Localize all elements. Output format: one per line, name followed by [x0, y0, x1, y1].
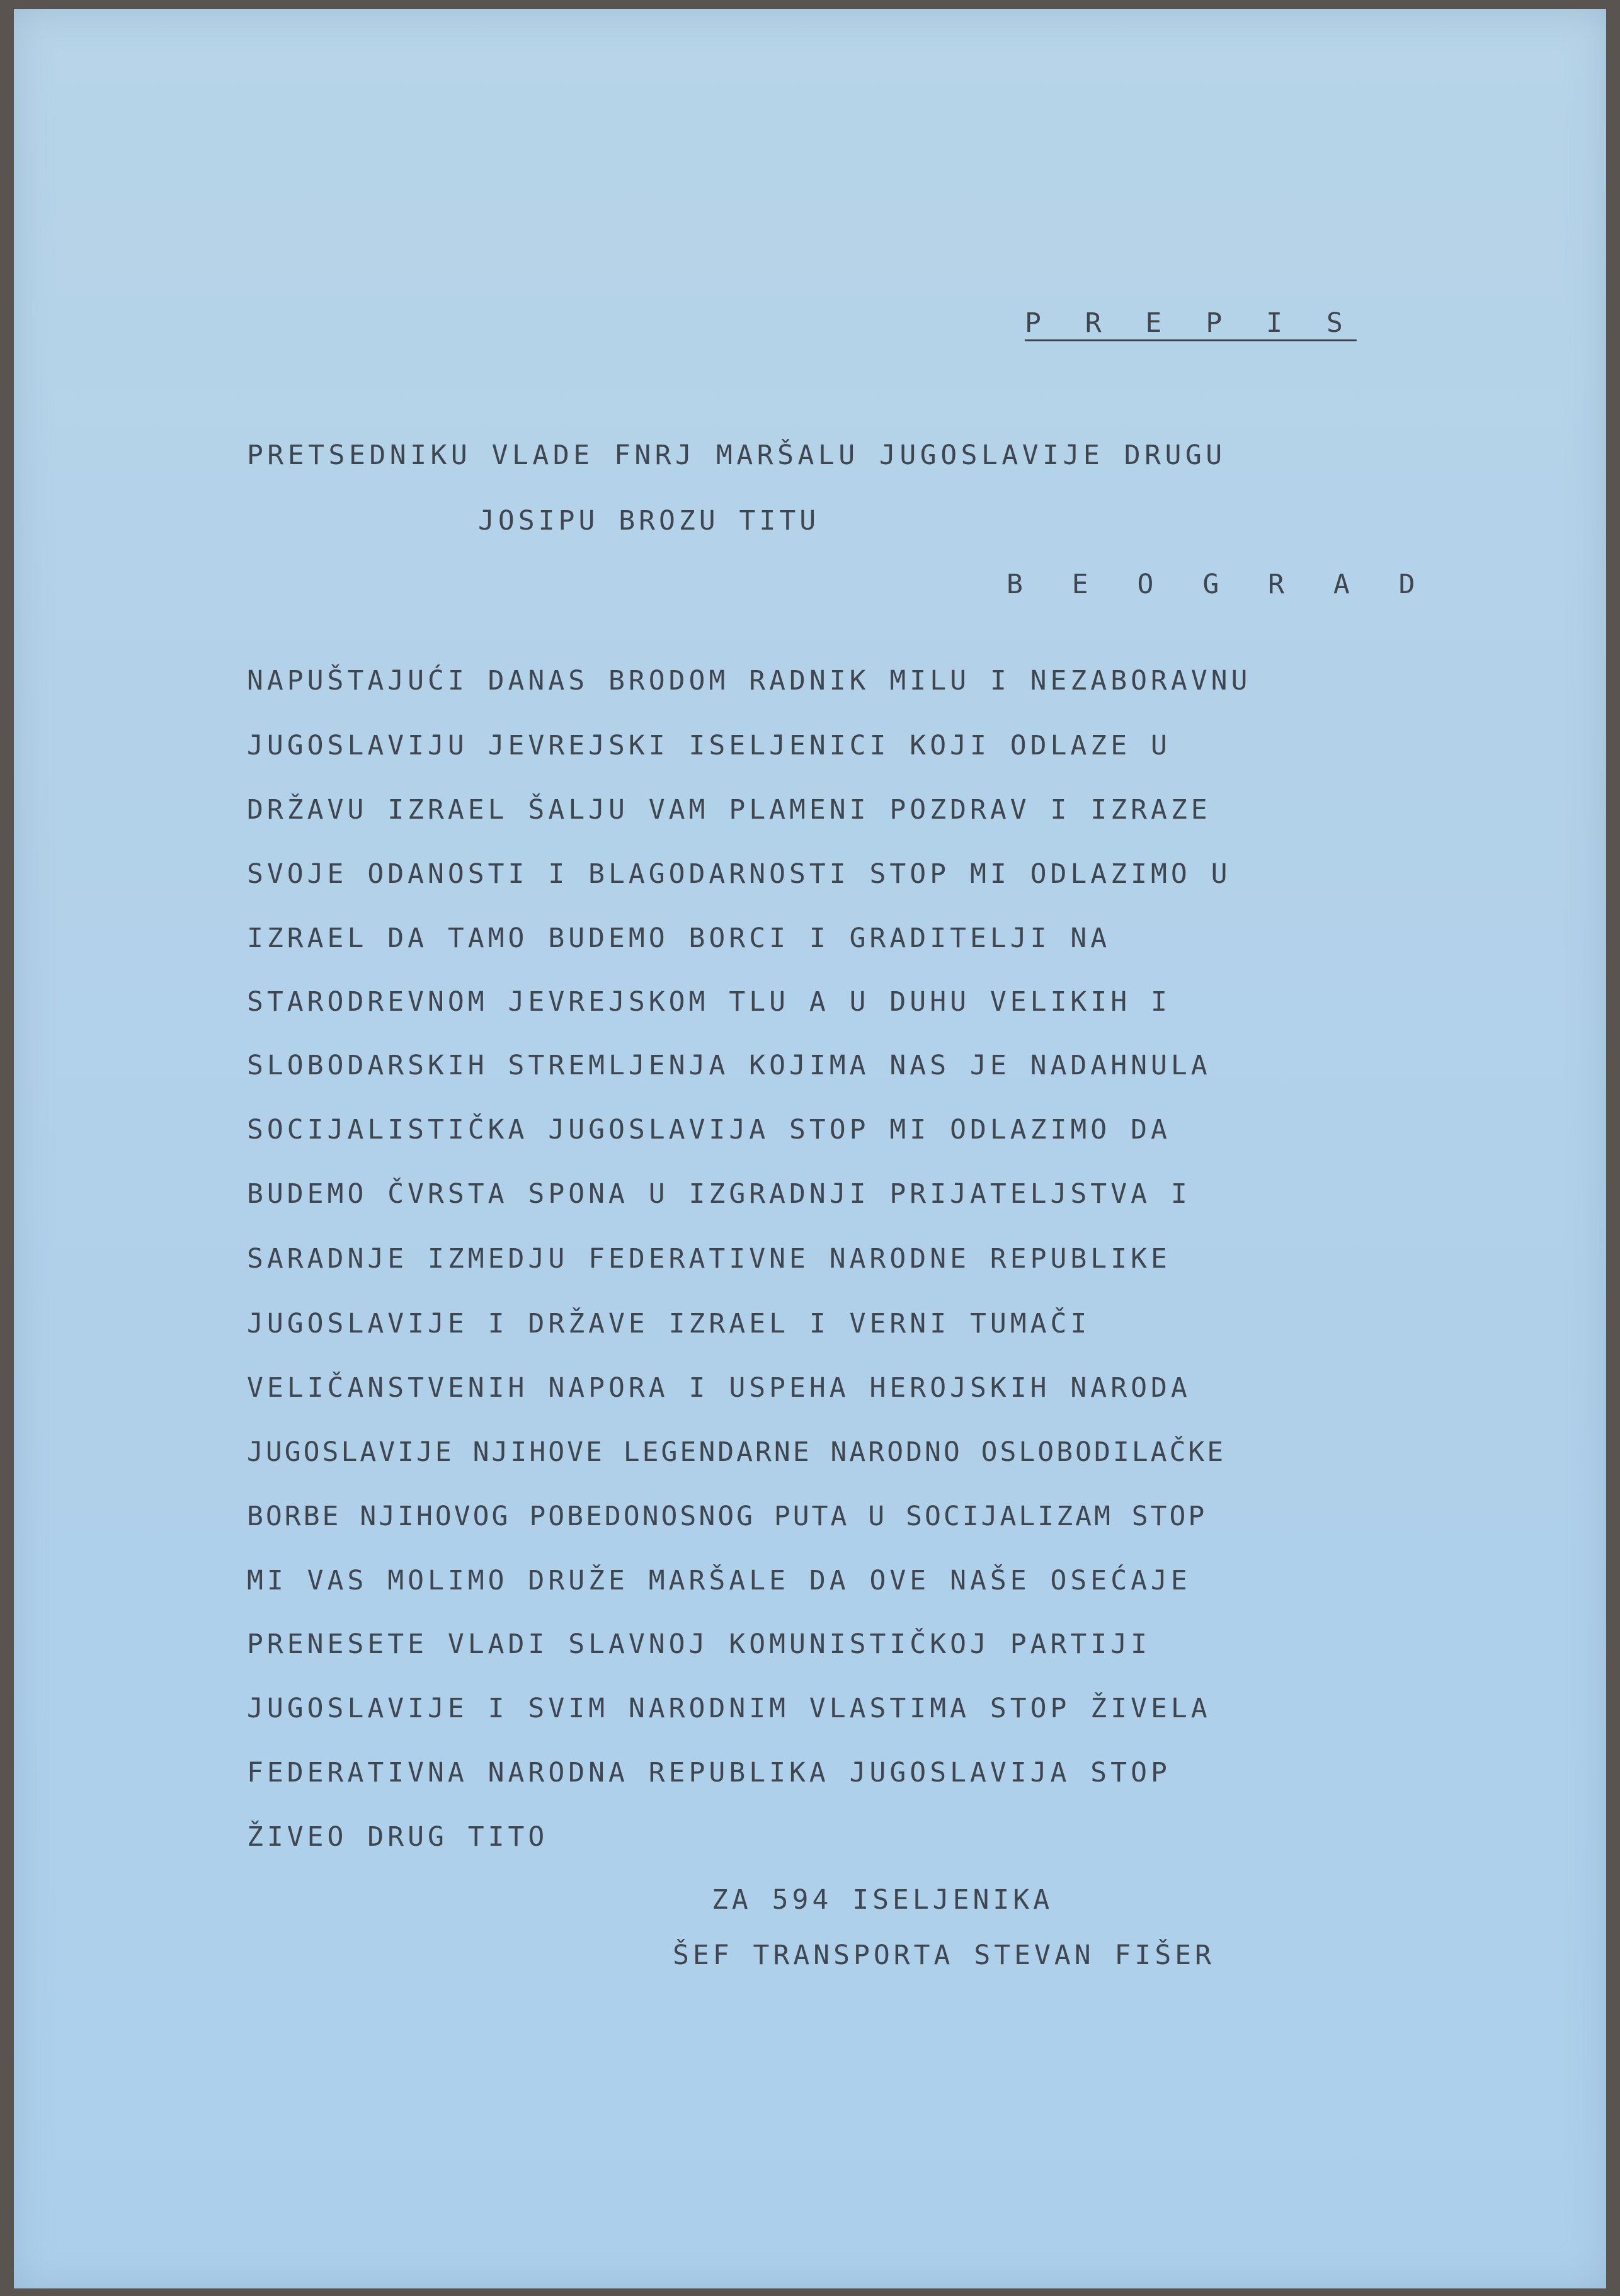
- body-line: NAPUŠTAJUĆI DANAS BRODOM RADNIK MILU I NEZABORAVNU: [247, 665, 1252, 696]
- body-line: JUGOSLAVIJE I DRŽAVE IZRAEL I VERNI TUMAČI: [247, 1308, 1091, 1339]
- body-line: PRENESETE VLADI SLAVNOJ KOMUNISTIČKOJ PARTIJI: [247, 1628, 1151, 1660]
- body-line: JUGOSLAVIJE NJIHOVE LEGENDARNE NARODNO OSLOBODILAČKE: [247, 1436, 1226, 1468]
- addressee-line-1: PRETSEDNIKU VLADE FNRJ MARŠALU JUGOSLAVIJE DRUGU: [247, 440, 1226, 471]
- document-title: P R E P I S: [1025, 307, 1357, 339]
- body-line: SLOBODARSKIH STREMLJENJA KOJIMA NAS JE NADAHNULA: [247, 1050, 1211, 1081]
- body-line: FEDERATIVNA NARODNA REPUBLIKA JUGOSLAVIJA STOP: [247, 1757, 1171, 1788]
- body-line: SOCIJALISTIČKA JUGOSLAVIJA STOP MI ODLAZIMO DA: [247, 1114, 1171, 1145]
- body-line: JUGOSLAVIJE I SVIM NARODNIM VLASTIMA STOP ŽIVELA: [247, 1693, 1211, 1724]
- signature-line-2: ŠEF TRANSPORTA STEVAN FIŠER: [673, 1940, 1215, 1971]
- signature-line-1: ZA 594 ISELJENIKA: [712, 1884, 1054, 1916]
- document-page: [14, 9, 1606, 2288]
- body-line: VELIČANSTVENIH NAPORA I USPEHA HEROJSKIH NARODA: [247, 1372, 1191, 1404]
- addressee-line-2: JOSIPU BROZU TITU: [478, 505, 820, 537]
- body-line: SARADNJE IZMEDJU FEDERATIVNE NARODNE REPUBLIKE: [247, 1243, 1171, 1275]
- body-line: BUDEMO ČVRSTA SPONA U IZGRADNJI PRIJATELJSTVA I: [247, 1178, 1191, 1210]
- body-line: IZRAEL DA TAMO BUDEMO BORCI I GRADITELJI NA: [247, 923, 1111, 954]
- body-line: MI VAS MOLIMO DRUŽE MARŠALE DA OVE NAŠE OSEĆAJE: [247, 1565, 1191, 1596]
- body-line: DRŽAVU IZRAEL ŠALJU VAM PLAMENI POZDRAV I IZRAZE: [247, 794, 1211, 826]
- addressee-city: B E O G R A D: [1007, 569, 1432, 600]
- body-line: SVOJE ODANOSTI I BLAGODARNOSTI STOP MI ODLAZIMO U: [247, 858, 1231, 890]
- body-line: ŽIVEO DRUG TITO: [247, 1821, 549, 1853]
- body-line: JUGOSLAVIJU JEVREJSKI ISELJENICI KOJI ODLAZE U: [247, 730, 1171, 761]
- body-line: STARODREVNOM JEVREJSKOM TLU A U DUHU VELIKIH I: [247, 986, 1171, 1018]
- body-line: BORBE NJIHOVOG POBEDONOSNOG PUTA U SOCIJALIZAM STOP: [247, 1501, 1207, 1532]
